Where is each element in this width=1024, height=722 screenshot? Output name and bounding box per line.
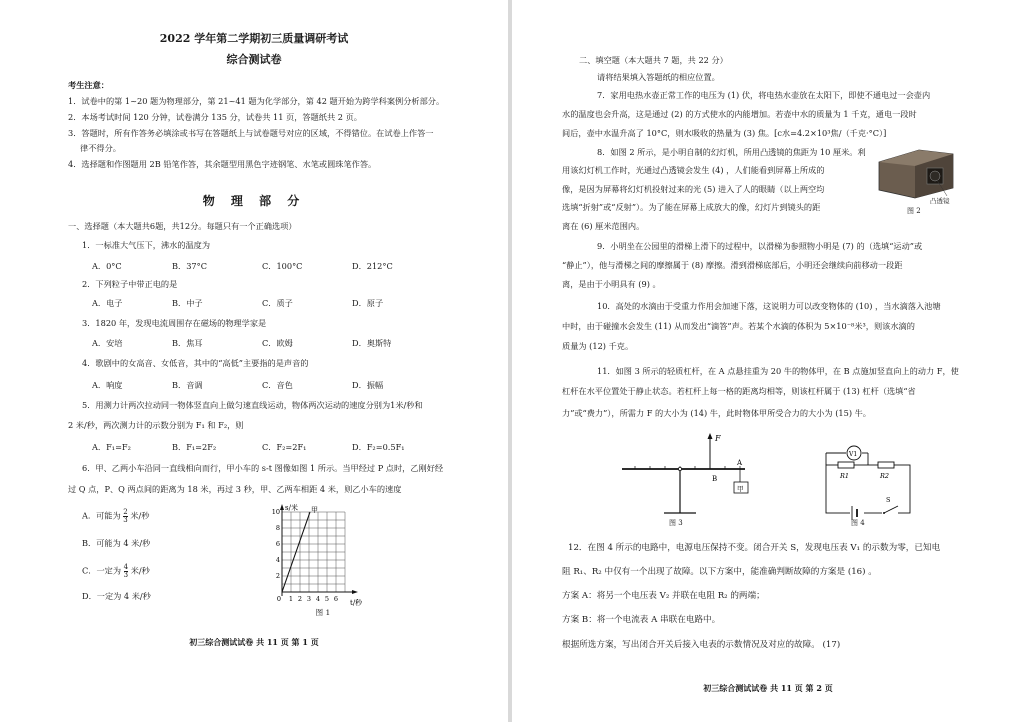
note-line: 3．答题时，所有作答务必填涂或书写在答题纸上与试卷题号对应的区域，不得错位。在试卷上作答一 xyxy=(68,128,434,138)
question-10-line-1: 10．高处的水滴由于受重力作用会加速下落，这说明力可以改变物体的 (10) ，当水滴落入池塘 xyxy=(597,301,941,311)
q3-option-d: D．奥斯特 xyxy=(352,338,392,348)
question-11-line-3: 力”或“费力”），所需力 F 的大小为 (14) 牛，此时物体甲所受合力的大小为 (15) 牛。 xyxy=(562,408,871,418)
x-axis-label: t/秒 xyxy=(350,599,363,607)
point-a-label: A xyxy=(737,459,743,467)
figure-1-st-graph xyxy=(270,504,370,608)
question-12-plan-a: 方案 A：将另一个电压表 V₂ 并联在电阻 R₂ 的两端； xyxy=(562,591,765,601)
part2-note: 请将结果填入答题纸的相应位置。 xyxy=(597,72,720,82)
fraction: $\frac{4}{3}$ xyxy=(123,563,129,579)
note-line: 2．本场考试时间 120 分钟，试卷满分 135 分，试卷共 11 页，答题纸共 2 页。 xyxy=(68,112,362,122)
lens-label: 凸透镜 xyxy=(930,197,950,205)
q2-option-b: B．中子 xyxy=(172,298,203,308)
q1-option-c: C．100°C xyxy=(262,261,303,271)
question-8-line-1: 8．如图 2 所示，是小明自制的幻灯机，所用凸透镜的焦距为 10 厘米。利 xyxy=(597,147,866,157)
x-tick-label: 6 xyxy=(333,595,339,603)
q3-option-b: B．焦耳 xyxy=(172,338,203,348)
part1-title: 一、选择题（本大题共6题，共12分。每题只有一个正确选项） xyxy=(68,221,297,231)
resistor-r2-icon xyxy=(878,462,894,468)
question-9-line-2: “静止”），他与滑梯之间的摩擦属于 (8) 摩擦。滑到滑梯底部后，小明还会继续向前移动一段距 xyxy=(562,260,903,270)
exam-title: 2022 学年第二学期初三质量调研考试 xyxy=(159,32,349,45)
y-axis-arrow xyxy=(280,504,284,510)
q3-option-a: A．安培 xyxy=(92,338,123,348)
graph-grid xyxy=(282,512,345,592)
question-8-line-3: 像，是因为屏幕将幻灯机投射过来的光 (5) 进入了人的眼睛（以上两空均 xyxy=(562,184,825,194)
question-9-line-1: 9．小明坐在公园里的滑梯上滑下的过程中，以滑梯为参照物小明是 (7) 的（选填“运动”或 xyxy=(597,241,923,251)
question-7-line-1: 7．家用电热水壶正常工作的电压为 (1) 伏，将电热水壶放在太阳下，即使不通电过一会壶内 xyxy=(597,90,931,100)
figure-4-circuit xyxy=(824,440,914,520)
figure-2-caption: 图 2 xyxy=(907,207,921,215)
q6-option-b: B．可能为 4 米/秒 xyxy=(82,538,151,548)
resistor-r1-label: R1 xyxy=(840,472,850,480)
question-8-line-2: 用该幻灯机工作时，光通过凸透镜会发生 (4) ，人们能看到屏幕上所成的 xyxy=(562,165,825,175)
page-footer: 初三综合测试试卷 共 11 页 第 2 页 xyxy=(703,683,833,693)
part2-title: 二、填空题（本大题共 7 题，共 22 分） xyxy=(579,55,728,65)
note-line: 1．试卷中的第 1~20 题为物理部分，第 21~41 题为化学部分，第 42 题开始为跨学科案例分析部分。 xyxy=(68,96,445,106)
q6-option-a: A．可能为 $\frac{2}{3}$ 米/秒 xyxy=(82,508,150,524)
question-12-line-2: 阻 R₁、R₂ 中仅有一个出现了故障。以下方案中，能准确判断故障的方案是 (16) 。 xyxy=(562,567,877,577)
lens-icon xyxy=(930,171,940,181)
q1-option-a: A．0°C xyxy=(92,261,122,271)
y-tick-label: 8 xyxy=(275,524,280,532)
question-10-line-3: 质量为 (12) 千克。 xyxy=(562,341,634,351)
exam-subtitle: 综合测试卷 xyxy=(226,53,282,66)
question-2: 2．下列粒子中带正电的是 xyxy=(82,279,178,289)
question-11-line-1: 11．如图 3 所示的轻质杠杆，在 A 点悬挂重为 20 牛的物体甲，在 B 点施加竖直向上的动力 F，使 xyxy=(597,366,959,376)
q1-option-b: B．37°C xyxy=(172,261,207,271)
q4-option-c: C．音色 xyxy=(262,380,293,390)
question-7-line-3: 间后，壶中水温升高了 10°C，则水吸收的热量为 (3) 焦。[c水=4.2×10³焦/（千克·°C）] xyxy=(562,128,887,138)
q4-option-d: D．振幅 xyxy=(352,380,384,390)
question-5-line-2: 2 米/秒，两次测力计的示数分别为 F₁ 和 F₂，则 xyxy=(68,420,244,430)
y-tick-label: 2 xyxy=(275,572,280,580)
x-tick-label: 2 xyxy=(297,595,303,603)
figure-3-caption: 图 3 xyxy=(669,519,683,527)
y-tick-labels xyxy=(272,508,280,580)
figure-3-lever xyxy=(620,433,760,518)
figure-4-caption: 图 4 xyxy=(851,519,865,527)
force-label: F xyxy=(715,434,721,443)
q5-option-a: A．F₁=F₂ xyxy=(92,442,131,452)
force-arrow-head xyxy=(708,433,713,439)
x-tick-label: 0 xyxy=(276,595,282,603)
line-label: 甲 xyxy=(311,506,318,514)
fraction: $\frac{2}{3}$ xyxy=(123,508,128,524)
question-4: 4．歌剧中的女高音、女低音，其中的“高低”主要指的是声音的 xyxy=(82,358,309,368)
x-tick-label: 3 xyxy=(306,595,312,603)
notes-title: 考生注意： xyxy=(68,80,109,90)
exam-page-2 xyxy=(512,0,1024,722)
question-3: 3．1820 年，发现电流周围存在磁场的物理学家是 xyxy=(82,318,267,328)
question-12-line-1: 12．在图 4 所示的电路中，电源电压保持不变。闭合开关 S，发现电压表 V₁ 的示数为零，已知电 xyxy=(568,543,941,553)
y-axis-label: s/米 xyxy=(285,504,298,512)
question-11-line-2: 杠杆在水平位置处于静止状态。若杠杆上每一格的距离均相等，则该杠杆属于 (13) 杠杆（选填“省 xyxy=(562,386,916,396)
y-tick-label: 4 xyxy=(275,556,280,564)
q2-option-c: C．质子 xyxy=(262,298,293,308)
q4-option-b: B．音调 xyxy=(172,380,203,390)
q4-option-a: A．响度 xyxy=(92,380,123,390)
q6-option-d: D．一定为 4 米/秒 xyxy=(82,591,151,601)
q5-option-b: B．F₁=2F₂ xyxy=(172,442,217,452)
x-tick-label: 4 xyxy=(315,595,321,603)
x-tick-label: 5 xyxy=(324,595,330,603)
question-9-line-3: 离，是由于小明具有 (9) 。 xyxy=(562,279,661,289)
figure-2-projector xyxy=(875,148,955,200)
q6-option-c: C．一定为 $\frac{4}{3}$ 米/秒 xyxy=(82,563,150,579)
weight-label: 甲 xyxy=(737,485,744,493)
question-1: 1．一标准大气压下，沸水的温度为 xyxy=(82,240,211,250)
q3-option-c: C．欧姆 xyxy=(262,338,293,348)
pivot-point xyxy=(678,467,681,470)
question-8-line-5: 离在 (6) 厘米范围内。 xyxy=(562,221,645,231)
page-footer: 初三综合测试试卷 共 11 页 第 1 页 xyxy=(189,637,319,647)
q5-option-d: D．F₂=0.5F₁ xyxy=(352,442,405,452)
y-tick-label: 6 xyxy=(275,540,280,548)
question-5-line-1: 5．用测力计两次拉动同一物体竖直向上做匀速直线运动，物体两次运动的速度分别为1米/秒和 xyxy=(82,400,423,410)
question-10-line-2: 中时，由于碰撞水会发生 (11) 从而发出“滴答”声。若某个水滴的体积为 5×10⁻⁸米³，则该水滴的 xyxy=(562,321,915,331)
x-tick-labels xyxy=(277,595,338,603)
x-tick-label: 1 xyxy=(288,595,294,603)
q1-option-d: D．212°C xyxy=(352,261,393,271)
figure-1-caption: 图 1 xyxy=(315,608,331,617)
q2-option-d: D．原子 xyxy=(352,298,384,308)
y-tick-label: 10 xyxy=(271,508,280,516)
point-b-label: B xyxy=(712,475,718,483)
question-6-line-1: 6．甲、乙两小车沿同一直线相向而行，甲小车的 s-t 图像如图 1 所示。当甲经过 P 点时，乙刚好经 xyxy=(82,463,444,473)
resistor-r2-label: R2 xyxy=(880,472,890,480)
q2-option-a: A．电子 xyxy=(92,298,123,308)
resistor-r1-icon xyxy=(838,462,854,468)
note-line: 4．选择题和作图题用 2B 铅笔作答，其余题型用黑色字迹钢笔、水笔或圆珠笔作答。 xyxy=(68,159,377,169)
switch-s-label: S xyxy=(886,496,891,504)
note-line: 律不得分。 xyxy=(80,143,121,153)
section-title: 物 理 部 分 xyxy=(202,194,306,208)
question-6-line-2: 过 Q 点，P、Q 两点间的距离为 18 米，再过 3 秒，甲、乙两车相距 4 米，则乙小车的速度 xyxy=(68,484,402,494)
voltmeter-v1-label: V1 xyxy=(849,451,858,458)
question-12-line-5: 根据所选方案，写出闭合开关后接入电表的示数情况及对应的故障。 (17) xyxy=(562,640,841,650)
q5-option-c: C．F₂=2F₁ xyxy=(262,442,307,452)
question-8-line-4: 选填“折射”或“反射”）。为了能在屏幕上成放大的像，幻灯片到镜头的距 xyxy=(562,202,821,212)
x-axis-arrow xyxy=(352,590,358,594)
exam-page-1 xyxy=(0,0,508,722)
question-7-line-2: 水的温度也会升高，这是通过 (2) 的方式使水的内能增加。若壶中水的质量为 1 千克，通电一段时 xyxy=(562,109,917,119)
question-12-plan-b: 方案 B：将一个电流表 A 串联在电路中。 xyxy=(562,615,721,625)
